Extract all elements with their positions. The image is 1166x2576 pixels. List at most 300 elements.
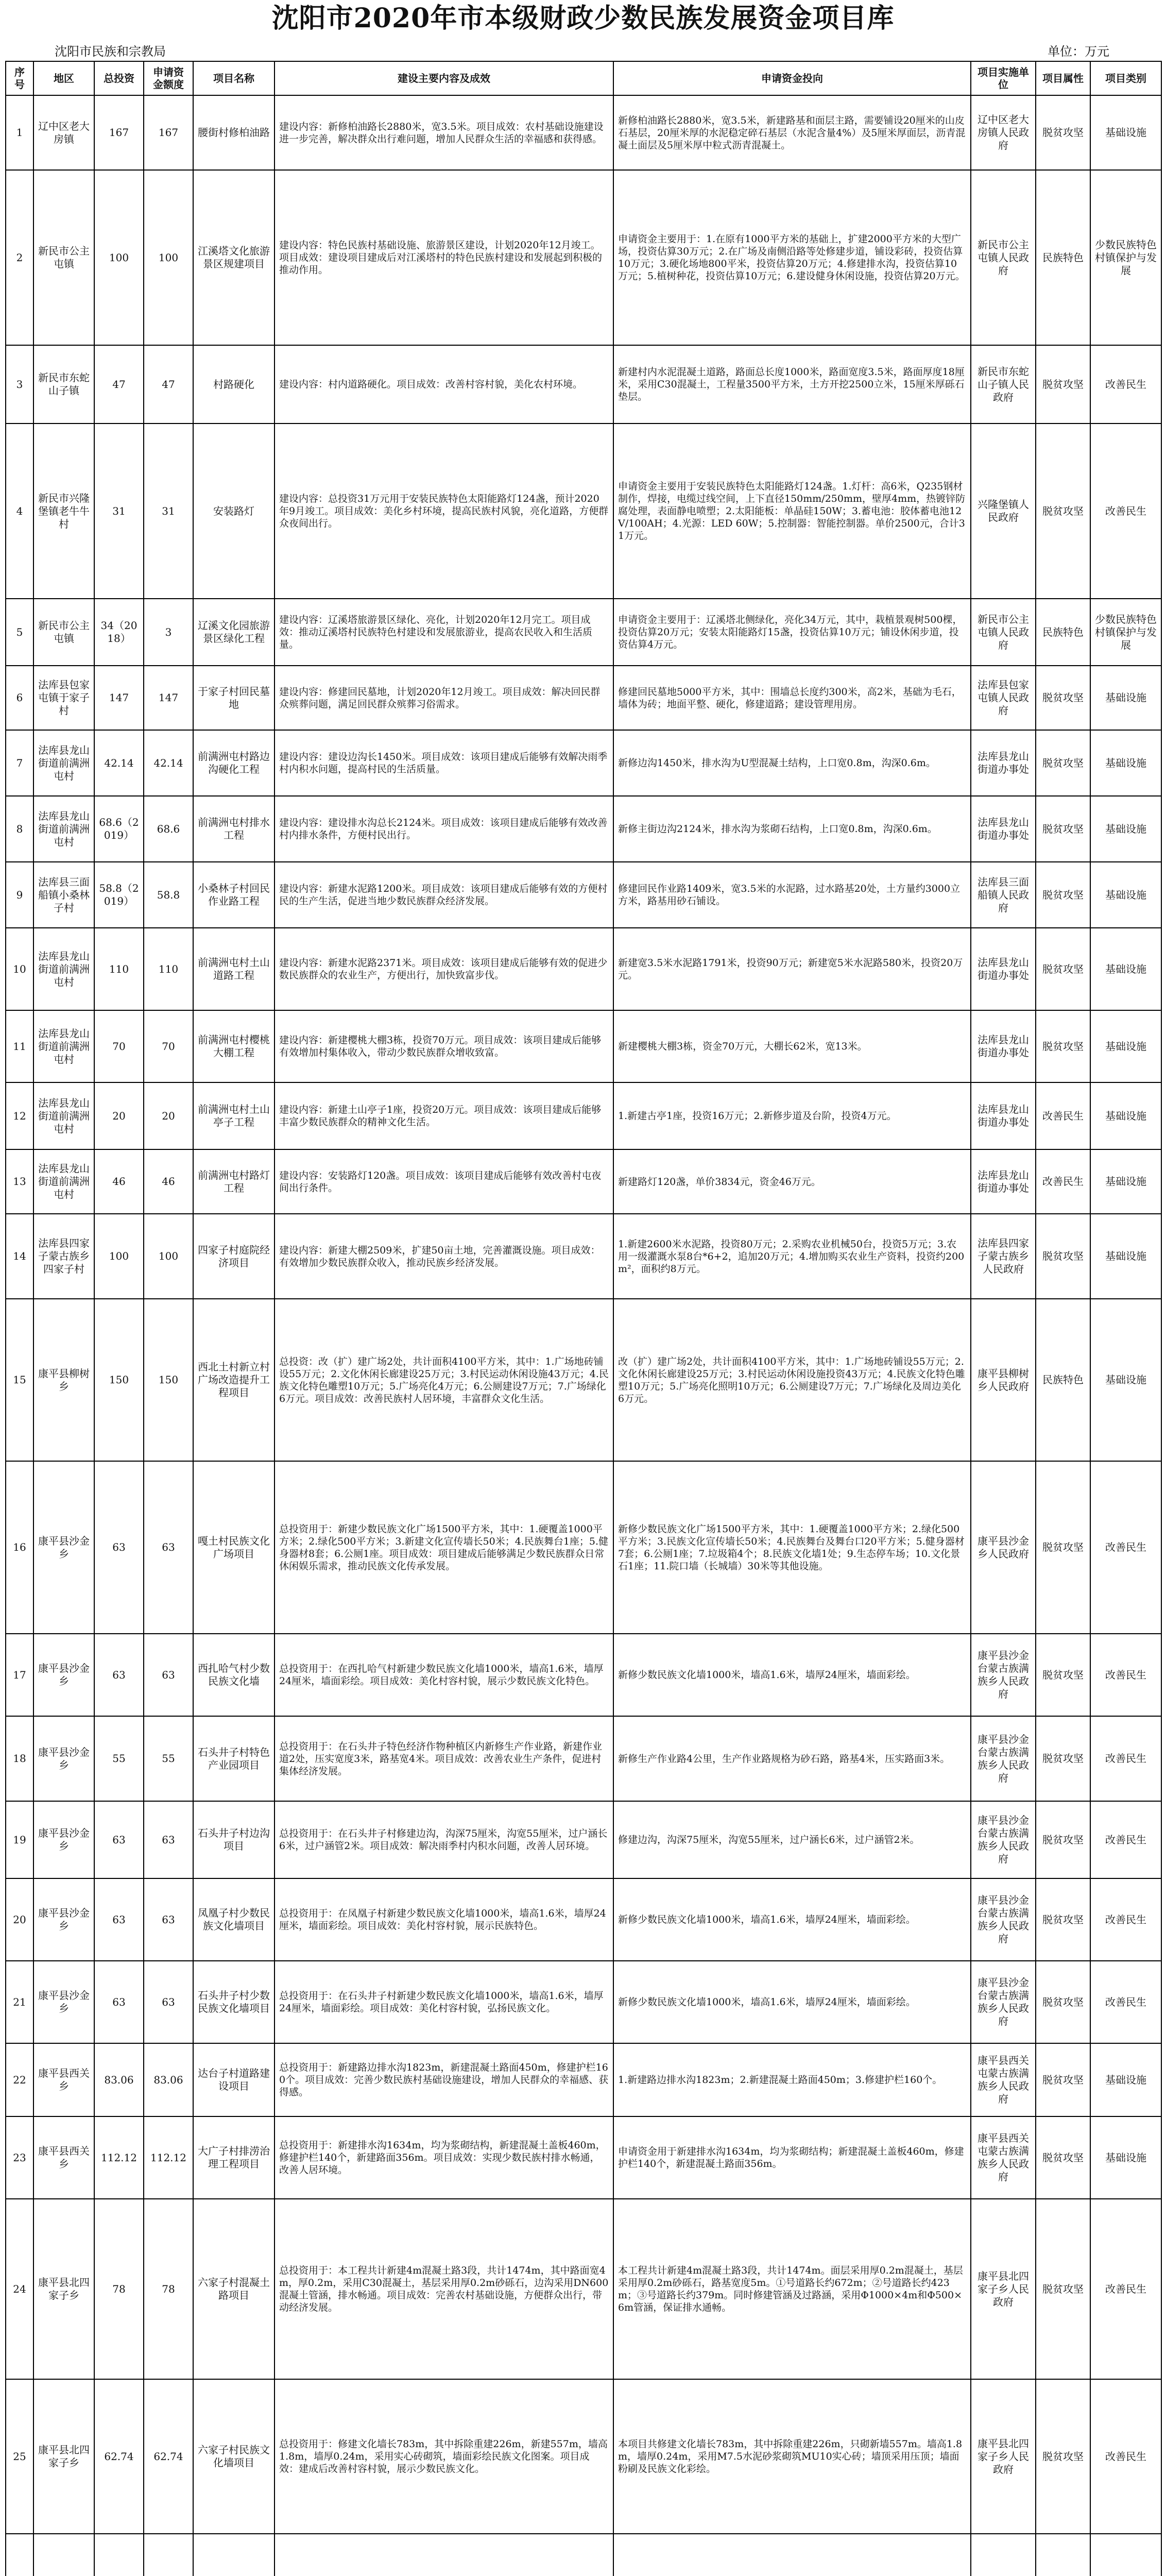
row-implementing-unit: 康平县西关屯蒙古族满族乡人民政府 [971,2043,1036,2116]
row-requested-amount: 78 [144,2199,193,2379]
row-number: 12 [6,1082,33,1149]
row-project-attribute: 脱贫攻坚 [1036,1461,1090,1634]
row-fund-use: 1.新建路边排水沟1823m；2.新建混凝土路面450m；3.修建护栏160个。 [613,2043,971,2116]
row-project-category: 改善民生 [1090,1461,1161,1634]
header-cell: 建设主要内容及成效 [275,61,613,95]
row-area: 法库县龙山街道前满洲屯村 [33,730,94,796]
table-header-row [6,61,1161,95]
table-row [6,2116,1161,2199]
row-project-attribute: 脱贫攻坚 [1036,796,1090,862]
row-implementing-unit: 康平县北四家子乡人民政府 [971,2379,1036,2534]
row-implementing-unit: 新民市公主屯镇人民政府 [971,170,1036,345]
row-area: 康平县沙金乡 [33,1716,94,1801]
row-project-attribute: 脱贫攻坚 [1036,928,1090,1010]
row-implementing-unit: 法库县四家子蒙古族乡人民政府 [971,1214,1036,1299]
row-area: 康平县沙金乡 [33,1634,94,1716]
table-row [6,95,1161,170]
table-row [6,928,1161,1010]
row-project-category: 改善民生 [1090,1961,1161,2043]
row-number: 23 [6,2116,33,2199]
row-project-category: 改善民生 [1090,1878,1161,1961]
row-project-name: 石头井子村特色产业园项目 [193,1716,275,1801]
row-number: 24 [6,2199,33,2379]
header-cell: 项目名称 [193,61,275,95]
header-cell: 申请资金投向 [613,61,971,95]
subheader [5,41,1161,62]
row-project-attribute: 脱贫攻坚 [1036,1010,1090,1082]
row-project-attribute: 脱贫攻坚 [1036,1801,1090,1878]
row-requested-amount: 110 [144,928,193,1010]
row-total-investment: 70 [94,1010,144,1082]
row-number: 5 [6,599,33,666]
row-project-attribute: 脱贫攻坚 [1036,2043,1090,2116]
row-project-attribute: 脱贫攻坚 [1036,345,1090,423]
row-number: 16 [6,1461,33,1634]
row-fund-use: 修建回民墓地5000平方米，其中：围墙总长度约300米，高2米，基础为毛石，墙体为砖；地面平整、硬化，修建道路；建设管理用房。 [613,666,971,730]
row-project-category: 改善民生 [1090,2199,1161,2379]
row-total-investment: 100 [94,170,144,345]
row-implementing-unit: 法库县包家屯镇人民政府 [971,666,1036,730]
row-fund-use: 本工程共计新建4m混凝土路3段，共计1474m。面层采用厚0.2m混凝土，基层采用厚0.2m砂砾石，路基宽度5m。①号道路长约672m；②号道路长约423m；③号道路长约379m。同时修建管涵及过路涵，采用Φ1000×4m和Φ500×6m管涵，保证排水通畅。 [613,2199,971,2379]
row-project-name: 大广子村排涝治理工程项目 [193,2116,275,2199]
row-area: 法库县龙山街道前满洲屯村 [33,1082,94,1149]
header-cell: 序号 [6,61,33,95]
row-number: 3 [6,345,33,423]
row-total-investment [94,2534,144,2576]
row-fund-use: 申请资金主要用于：辽溪塔北侧绿化，亮化34万元，其中，栽植景观树500棵，投资估算20万元；安装太阳能路灯15盏，投资估算10万元；铺设休闲步道，投资估算4万元。 [613,599,971,666]
row-project-attribute: 脱贫攻坚 [1036,1634,1090,1716]
row-construction-content: 总投资用于：在石头井子特色经济作物种植区内新修生产作业路，新建作业道2处，压实宽度3米，路基宽4米。项目成效：改善农业生产条件，促进村集体经济发展。 [275,1716,613,1801]
row-project-attribute: 脱贫攻坚 [1036,2379,1090,2534]
document-title: 沈阳市2020年市本级财政少数民族发展资金项目库 [271,3,895,34]
row-construction-content: 建设内容：总投资31万元用于安装民族特色太阳能路灯124盏，预计2020年9月竣工。项目成效：美化乡村环境，提高民族村风貌，亮化道路，方便群众夜间出行。 [275,423,613,599]
project-table [5,61,1162,2576]
row-project-name: 前满洲屯村排水工程 [193,796,275,862]
row-area: 法库县龙山街道前满洲屯村 [33,1149,94,1214]
table-row [6,1801,1161,1878]
row-project-category: 基础设施 [1090,2043,1161,2116]
row-construction-content: 总投资用于：修建文化墙长783m，其中拆除重建226m，新建557m，墙高1.8m，墙厚0.24m，采用实心砖砌筑，墙面彩绘民族文化图案。项目成效：建成后改善村容村貌，展示少数民族文化。 [275,2379,613,2534]
row-number: 15 [6,1299,33,1461]
row-project-category: 基础设施 [1090,2116,1161,2199]
row-number: 2 [6,170,33,345]
row-project-name: 石头井子村边沟项目 [193,1801,275,1878]
row-area: 新民市兴隆堡镇老牛牛村 [33,423,94,599]
row-project-attribute: 脱贫攻坚 [1036,2199,1090,2379]
row-project-attribute: 脱贫攻坚 [1036,1716,1090,1801]
row-number: 9 [6,862,33,928]
row-number: 17 [6,1634,33,1716]
row-implementing-unit: 康平县沙金台蒙古族满族乡人民政府 [971,1961,1036,2043]
row-construction-content: 总投资用于：本工程共计新建4m混凝土路3段，共计1474m，其中路面宽4m，厚0.2m，采用C30混凝土，基层采用厚0.2m砂砾石，边沟采用DN600混凝土管涵，排水畅通。项目成效：完善农村基础设施，方便群众出行，带动经济发展。 [275,2199,613,2379]
row-project-category: 少数民族特色村镇保护与发展 [1090,170,1161,345]
row-fund-use: 新修少数民族文化广场1500平方米，其中：1.硬覆盖1000平方米；2.绿化500平方米；3.民族文化宣传墙长50米；4.民族舞台及舞台口20平方米；5.健身器材7套；6.公厕1座；7.垃圾箱4个；8.民族文化墙1处；9.生态停车场；10.文化景石1座；11.院口墙（长城墙）30米等其他设施。 [613,1461,971,1634]
table-row [6,796,1161,862]
row-project-category: 基础设施 [1090,730,1161,796]
row-project-category: 基础设施 [1090,1149,1161,1214]
row-project-name: 辽溪文化园旅游景区绿化工程 [193,599,275,666]
row-fund-use: 申请资金用于新建排水沟1634m，均为浆砌结构；新建混凝土盖板460m，修建护栏140个，新建混凝土路面356m。 [613,2116,971,2199]
document-page [5,0,1161,2576]
row-total-investment: 63 [94,1634,144,1716]
row-requested-amount [144,2534,193,2576]
row-number: 22 [6,2043,33,2116]
row-implementing-unit: 康平县沙金台蒙古族满族乡人民政府 [971,1716,1036,1801]
row-project-name: 达台子村道路建设项目 [193,2043,275,2116]
row-requested-amount: 47 [144,345,193,423]
row-project-attribute: 脱贫攻坚 [1036,2116,1090,2199]
row-area: 法库县龙山街道前满洲屯村 [33,796,94,862]
row-project-attribute: 脱贫攻坚 [1036,862,1090,928]
row-implementing-unit: 康平县沙金乡人民政府 [971,1461,1036,1634]
table-row [6,1214,1161,1299]
row-area: 康平县沙金乡 [33,1461,94,1634]
row-requested-amount: 31 [144,423,193,599]
row-fund-use [613,2534,971,2576]
row-requested-amount: 147 [144,666,193,730]
row-implementing-unit: 康平县西关屯蒙古族满族乡人民政府 [971,2116,1036,2199]
row-fund-use: 申请资金主要用于安装民族特色太阳能路灯124盏。1.灯杆：高6米，Q235钢材制作，焊接，电缆过线空间，上下直径150mm/250mm，壁厚4mm，热镀锌防腐处理，表面静电喷塑；2.太阳能板：单晶硅150W；3.蓄电池：胶体蓄电池12V/100AH；4.光源：LED 60W；5.控制器：智能控制器。单价2500元，合计31万元。 [613,423,971,599]
row-project-category: 基础设施 [1090,1299,1161,1461]
row-total-investment: 110 [94,928,144,1010]
row-total-investment: 167 [94,95,144,170]
row-requested-amount: 63 [144,1634,193,1716]
row-project-category: 基础设施 [1090,666,1161,730]
row-total-investment: 83.06 [94,2043,144,2116]
row-requested-amount: 62.74 [144,2379,193,2534]
row-requested-amount: 42.14 [144,730,193,796]
row-project-attribute: 改善民生 [1036,1082,1090,1149]
row-area: 法库县龙山街道前满洲屯村 [33,1010,94,1082]
row-number: 7 [6,730,33,796]
row-project-attribute: 脱贫攻坚 [1036,1878,1090,1961]
row-project-attribute: 脱贫攻坚 [1036,1214,1090,1299]
row-requested-amount: 150 [144,1299,193,1461]
row-fund-use: 新建村内水泥混凝土道路，路面总长度1000米，路面宽度3.5米，路面厚度18厘米，采用C30混凝土，工程量3500平方米，土方开挖2500立米，15厘米厚砾石垫层。 [613,345,971,423]
row-total-investment: 63 [94,1961,144,2043]
row-project-name: 六家子村混凝土路项目 [193,2199,275,2379]
row-project-name: 西北土村新立村广场改造提升工程项目 [193,1299,275,1461]
header-cell: 总投资 [94,61,144,95]
row-number: 6 [6,666,33,730]
row-construction-content: 建设内容：新建樱桃大棚3栋，投资70万元。项目成效：该项目建成后能够有效增加村集体收入，带动少数民族群众增收致富。 [275,1010,613,1082]
row-area: 康平县柳树乡 [33,1299,94,1461]
row-implementing-unit: 兴隆堡镇人民政府 [971,423,1036,599]
row-project-name: 石头井子村少数民族文化墙项目 [193,1961,275,2043]
row-project-attribute: 改善民生 [1036,1149,1090,1214]
row-construction-content: 总投资用于：新建排水沟1634m，均为浆砌结构，新建混凝土盖板460m，修建护栏140个，新建路面356m。项目成效：实现少数民族村排水畅通，改善人居环境。 [275,2116,613,2199]
row-implementing-unit [971,2534,1036,2576]
row-number: 8 [6,796,33,862]
row-number: 11 [6,1010,33,1082]
unit-label: 单位：万元 [1048,44,1109,59]
row-total-investment: 63 [94,1878,144,1961]
row-number: 14 [6,1214,33,1299]
row-fund-use: 改（扩）建广场2处，共计面积4100平方米，其中：1.广场地砖铺设55万元；2.文化休闲长廊建设25万元；3.村民运动休闲设施投资43万元；4.民族文化特色雕塑10万元；5.广场亮化照明10万元；6.公厕建设7万元；7.广场绿化及周边美化6万元。 [613,1299,971,1461]
row-number [6,2534,33,2576]
table-row [6,1082,1161,1149]
table-row [6,1149,1161,1214]
row-fund-use: 新修少数民族文化墙1000米，墙高1.6米，墙厚24厘米，墙面彩绘。 [613,1634,971,1716]
row-project-name: 江溪塔文化旅游景区规建项目 [193,170,275,345]
row-number: 1 [6,95,33,170]
row-area: 康平县沙金乡 [33,1801,94,1878]
row-project-name: 村路硬化 [193,345,275,423]
row-project-category: 基础设施 [1090,1082,1161,1149]
row-project-category: 基础设施 [1090,1010,1161,1082]
row-project-attribute: 脱贫攻坚 [1036,1961,1090,2043]
row-number: 18 [6,1716,33,1801]
row-construction-content: 建设内容：特色民族村基础设施、旅游景区建设，计划2020年12月竣工。项目成效：建设项目建成后对江溪塔村的特色民族村建设和发展起到积极的推动作用。 [275,170,613,345]
header-cell: 申请资金额度 [144,61,193,95]
row-project-attribute: 民族特色 [1036,1299,1090,1461]
row-fund-use: 修建边沟，沟深75厘米，沟宽55厘米，过户涵长6米，过户涵管2米。 [613,1801,971,1878]
row-project-name: 腰街村修柏油路 [193,95,275,170]
row-requested-amount: 112.12 [144,2116,193,2199]
table-row [6,1878,1161,1961]
row-construction-content: 建设内容：新建水泥路2371米。项目成效：该项目建成后能够有效的促进少数民族群众的农业生产，方便出行，加快致富步伐。 [275,928,613,1010]
row-requested-amount: 20 [144,1082,193,1149]
row-area [33,2534,94,2576]
row-implementing-unit: 法库县龙山街道办事处 [971,796,1036,862]
row-requested-amount: 83.06 [144,2043,193,2116]
row-total-investment: 100 [94,1214,144,1299]
row-total-investment: 55 [94,1716,144,1801]
row-total-investment: 20 [94,1082,144,1149]
row-construction-content: 建设内容：新修柏油路长2880米，宽3.5米。项目成效：农村基础设施建设进一步完善，解决群众出行难问题，增加人民群众生活的幸福感和获得感。 [275,95,613,170]
table-row [6,2534,1161,2576]
row-requested-amount: 100 [144,1214,193,1299]
row-area: 新民市公主屯镇 [33,599,94,666]
row-construction-content: 总投资用于：在西扎哈气村新建少数民族文化墙1000米，墙高1.6米，墙厚24厘米，墙面彩绘。项目成效：美化村容村貌，展示少数民族文化特色。 [275,1634,613,1716]
row-requested-amount: 55 [144,1716,193,1801]
row-area: 法库县四家子蒙古族乡四家子村 [33,1214,94,1299]
row-fund-use: 新修少数民族文化墙1000米，墙高1.6米，墙厚24厘米，墙面彩绘。 [613,1878,971,1961]
row-requested-amount: 68.6 [144,796,193,862]
row-project-category: 基础设施 [1090,796,1161,862]
table-row [6,1716,1161,1801]
row-project-attribute: 脱贫攻坚 [1036,666,1090,730]
row-construction-content: 总投资用于：在石头井子村修建边沟，沟深75厘米，沟宽55厘米，过户涵长6米，过户涵管2米。项目成效：解决雨季村内积水问题，改善人居环境。 [275,1801,613,1878]
row-implementing-unit: 法库县龙山街道办事处 [971,1010,1036,1082]
row-fund-use: 新修柏油路长2880米，宽3.5米，新建路基和面层主路，需要铺设20厘米的山皮石基层，20厘米厚的水泥稳定碎石基层（水泥含量4%）及5厘米厚面层，沥青混凝土面层及5厘米厚中粒式沥青混凝土。 [613,95,971,170]
row-requested-amount: 63 [144,1961,193,2043]
row-fund-use: 新修主街边沟2124米，排水沟为浆砌石结构，上口宽0.8m，沟深0.6m。 [613,796,971,862]
row-construction-content: 建设内容：建设边沟长1450米。项目成效：该项目建成后能够有效解决雨季村内积水问题，提高村民的生活质量。 [275,730,613,796]
row-area: 康平县北四家子乡 [33,2379,94,2534]
row-requested-amount: 63 [144,1801,193,1878]
row-number: 13 [6,1149,33,1214]
row-fund-use: 新建樱桃大棚3栋，资金70万元，大棚长62米，宽13米。 [613,1010,971,1082]
row-total-investment: 47 [94,345,144,423]
table-row [6,862,1161,928]
row-project-name: 前满洲屯村樱桃大棚工程 [193,1010,275,1082]
row-fund-use: 新建宽3.5米水泥路1791米，投资90万元；新建宽5米水泥路580米，投资20万元。 [613,928,971,1010]
row-total-investment: 68.6（2019） [94,796,144,862]
row-implementing-unit: 法库县龙山街道办事处 [971,928,1036,1010]
row-area: 康平县西关乡 [33,2043,94,2116]
row-construction-content [275,2534,613,2576]
row-requested-amount: 167 [144,95,193,170]
row-project-category [1090,2534,1161,2576]
table-row [6,1299,1161,1461]
row-project-category: 改善民生 [1090,1801,1161,1878]
row-project-name [193,2534,275,2576]
row-number: 21 [6,1961,33,2043]
row-construction-content: 总投资用于：新建路边排水沟1823m，新建混凝土路面450m，修建护栏160个。项目成效：完善少数民族村基础设施建设，增加人民群众的幸福感、获得感。 [275,2043,613,2116]
row-project-attribute: 民族特色 [1036,170,1090,345]
row-fund-use: 修建回民作业路1409米，宽3.5米的水泥路，过水路基20处，土方量约3000立方米，路基用砂石铺设。 [613,862,971,928]
row-fund-use: 新修边沟1450米，排水沟为U型混凝土结构，上口宽0.8m，沟深0.6m。 [613,730,971,796]
table-row [6,2379,1161,2534]
header-cell: 项目属性 [1036,61,1090,95]
table-row [6,666,1161,730]
row-number: 20 [6,1878,33,1961]
row-project-attribute: 脱贫攻坚 [1036,730,1090,796]
row-area: 康平县西关乡 [33,2116,94,2199]
row-area: 康平县沙金乡 [33,1961,94,2043]
row-requested-amount: 100 [144,170,193,345]
row-area: 康平县沙金乡 [33,1878,94,1961]
row-implementing-unit: 康平县沙金台蒙古族满族乡人民政府 [971,1801,1036,1878]
row-construction-content: 建设内容：建设排水沟总长2124米。项目成效：该项目建成后能够有效改善村内排水条件，方便村民出行。 [275,796,613,862]
row-project-name: 嘎土村民族文化广场项目 [193,1461,275,1634]
row-project-category: 改善民生 [1090,2379,1161,2534]
row-total-investment: 78 [94,2199,144,2379]
row-project-name: 前满洲屯村土山道路工程 [193,928,275,1010]
row-project-name: 安装路灯 [193,423,275,599]
row-total-investment: 42.14 [94,730,144,796]
row-project-category: 基础设施 [1090,862,1161,928]
table-row [6,1961,1161,2043]
row-total-investment: 150 [94,1299,144,1461]
table-row [6,599,1161,666]
issuer-label: 沈阳市民族和宗教局 [55,44,166,59]
row-project-category: 少数民族特色村镇保护与发展 [1090,599,1161,666]
row-fund-use: 申请资金主要用于：1.在原有1000平方米的基础上，扩建2000平方米的大型广场，投资估算30万元；2.在广场及南侧沿路等处修建步道，铺设彩砖，投资估算10万元；3.硬化场地800平米，投资估算20万元；4.修建排水沟，投资估算10万元；5.植树种花，投资估算10万元；6.建设健身休闲设施，投资估算20万元。 [613,170,971,345]
row-area: 法库县龙山街道前满洲屯村 [33,928,94,1010]
row-project-category: 基础设施 [1090,95,1161,170]
row-construction-content: 建设内容：新建水泥路1200米。项目成效：该项目建成后能够有效的方便村民的生产生活，促进当地少数民族群众经济发展。 [275,862,613,928]
table-row [6,1634,1161,1716]
row-implementing-unit: 康平县柳树乡人民政府 [971,1299,1036,1461]
row-fund-use: 1.新建古亭1座，投资16万元；2.新修步道及台阶，投资4万元。 [613,1082,971,1149]
row-total-investment: 63 [94,1801,144,1878]
row-number: 25 [6,2379,33,2534]
row-construction-content: 建设内容：新建大棚2509米，扩建50亩土地，完善灌溉设施。项目成效：有效增加少数民族群众收入，推动民族乡经济发展。 [275,1214,613,1299]
row-implementing-unit: 法库县龙山街道办事处 [971,1082,1036,1149]
row-area: 法库县包家屯镇于家子村 [33,666,94,730]
row-project-name: 四家子村庭院经济项目 [193,1214,275,1299]
row-fund-use: 1.新建2600米水泥路，投资80万元；2.采购农业机械50台，投资5万元；3.农用一级灌溉水泵8台*6+2，追加20万元；4.增加购买农业生产资料，投资约200m²，面积约8万元。 [613,1214,971,1299]
row-area: 新民市公主屯镇 [33,170,94,345]
table-row [6,1010,1161,1082]
row-project-name: 六家子村民族文化墙项目 [193,2379,275,2534]
table-row [6,730,1161,796]
header-cell: 项目类别 [1090,61,1161,95]
row-project-category: 基础设施 [1090,928,1161,1010]
row-project-attribute: 脱贫攻坚 [1036,423,1090,599]
row-implementing-unit: 法库县龙山街道办事处 [971,1149,1036,1214]
row-project-category: 基础设施 [1090,1214,1161,1299]
row-area: 康平县北四家子乡 [33,2199,94,2379]
row-project-name: 凤凰子村少数民族文化墙项目 [193,1878,275,1961]
row-project-name: 西扎哈气村少数民族文化墙 [193,1634,275,1716]
row-total-investment: 34（2018） [94,599,144,666]
row-project-attribute: 民族特色 [1036,599,1090,666]
row-implementing-unit: 康平县北四家子乡人民政府 [971,2199,1036,2379]
row-fund-use: 新建路灯120盏，单价3834元，资金46万元。 [613,1149,971,1214]
row-construction-content: 建设内容：新建土山亭子1座，投资20万元。项目成效：该项目建成后能够丰富少数民族群众的精神文化生活。 [275,1082,613,1149]
row-number: 4 [6,423,33,599]
row-construction-content: 建设内容：修建回民墓地，计划2020年12月竣工。项目成效：解决回民群众殡葬问题，满足回民群众殡葬习俗需求。 [275,666,613,730]
row-project-name: 前满洲屯村路灯工程 [193,1149,275,1214]
row-project-category: 改善民生 [1090,1716,1161,1801]
row-project-category: 改善民生 [1090,423,1161,599]
row-project-name: 前满洲屯村路边沟硬化工程 [193,730,275,796]
table-row [6,2043,1161,2116]
row-total-investment: 62.74 [94,2379,144,2534]
row-project-category: 改善民生 [1090,1634,1161,1716]
row-construction-content: 总投资：改（扩）建广场2处，共计面积4100平方米，其中：1.广场地砖铺设55万元；2.文化休闲长廊建设25万元；3.村民运动休闲设施43万元；4.民族文化特色雕塑10万元；5.广场亮化4万元；6.公厕建设7万元；7.广场绿化6万元。项目成效：改善民族村人居环境，丰富群众文化生活。 [275,1299,613,1461]
row-requested-amount: 63 [144,1878,193,1961]
row-construction-content: 建设内容：村内道路硬化。项目成效：改善村容村貌，美化农村环境。 [275,345,613,423]
row-area: 法库县三面船镇小桑林子村 [33,862,94,928]
row-implementing-unit: 新民市公主屯镇人民政府 [971,599,1036,666]
row-fund-use: 本项目共修建文化墙长783m，其中拆除重建226m，只砌新墙557m。墙高1.8m，墙厚0.24m，采用M7.5水泥砂浆砌筑MU10实心砖；墙顶采用压顶；墙面粉刷及民族文化彩绘。 [613,2379,971,2534]
row-implementing-unit: 法库县三面船镇人民政府 [971,862,1036,928]
row-project-category: 改善民生 [1090,345,1161,423]
table-row [6,2199,1161,2379]
table-row [6,345,1161,423]
row-fund-use: 新修少数民族文化墙1000米，墙高1.6米，墙厚24厘米，墙面彩绘。 [613,1961,971,2043]
row-construction-content: 建设内容：安装路灯120盏。项目成效：该项目建成后能够有效改善村屯夜间出行条件。 [275,1149,613,1214]
row-project-attribute [1036,2534,1090,2576]
row-requested-amount: 46 [144,1149,193,1214]
row-total-investment: 46 [94,1149,144,1214]
row-construction-content: 建设内容：辽溪塔旅游景区绿化、亮化，计划2020年12月完工。项目成效：推动辽溪塔村民族特色村建设和发展旅游业，提高农民收入和生活质量。 [275,599,613,666]
row-construction-content: 总投资用于：新建少数民族文化广场1500平方米，其中：1.硬覆盖1000平方米；2.绿化500平方米；3.新建文化宣传墙长50米；4.民族舞台1座；5.健身器材8套；6.公厕1座。项目成效：项目建成后能够满足少数民族群众日常休闲娱乐需求，推动民族文化传承发展。 [275,1461,613,1634]
row-area: 辽中区老大房镇 [33,95,94,170]
row-requested-amount: 3 [144,599,193,666]
header-cell: 项目实施单位 [971,61,1036,95]
row-requested-amount: 70 [144,1010,193,1082]
row-total-investment: 58.8（2019） [94,862,144,928]
row-total-investment: 147 [94,666,144,730]
table-row [6,1461,1161,1634]
row-total-investment: 63 [94,1461,144,1634]
row-number: 19 [6,1801,33,1878]
row-project-name: 前满洲屯村土山亭子工程 [193,1082,275,1149]
table-row [6,423,1161,599]
row-requested-amount: 63 [144,1461,193,1634]
row-requested-amount: 58.8 [144,862,193,928]
row-implementing-unit: 康平县沙金台蒙古族满族乡人民政府 [971,1878,1036,1961]
row-construction-content: 总投资用于：在凤凰子村新建少数民族文化墙1000米，墙高1.6米，墙厚24厘米，墙面彩绘。项目成效：美化村容村貌，展示民族特色。 [275,1878,613,1961]
row-construction-content: 总投资用于：在石头井子村新建少数民族文化墙1000米，墙高1.6米，墙厚24厘米，墙面彩绘。项目成效：美化村容村貌，弘扬民族文化。 [275,1961,613,2043]
header-cell: 地区 [33,61,94,95]
row-project-name: 于家子村回民墓地 [193,666,275,730]
row-number: 10 [6,928,33,1010]
row-area: 新民市东蛇山子镇 [33,345,94,423]
row-project-attribute: 脱贫攻坚 [1036,95,1090,170]
row-fund-use: 新修生产作业路4公里，生产作业路规格为砂石路，路基4米，压实路面3米。 [613,1716,971,1801]
table-row [6,170,1161,345]
row-implementing-unit: 康平县沙金台蒙古族满族乡人民政府 [971,1634,1036,1716]
row-project-name: 小桑林子村回民作业路工程 [193,862,275,928]
row-total-investment: 31 [94,423,144,599]
row-implementing-unit: 法库县龙山街道办事处 [971,730,1036,796]
